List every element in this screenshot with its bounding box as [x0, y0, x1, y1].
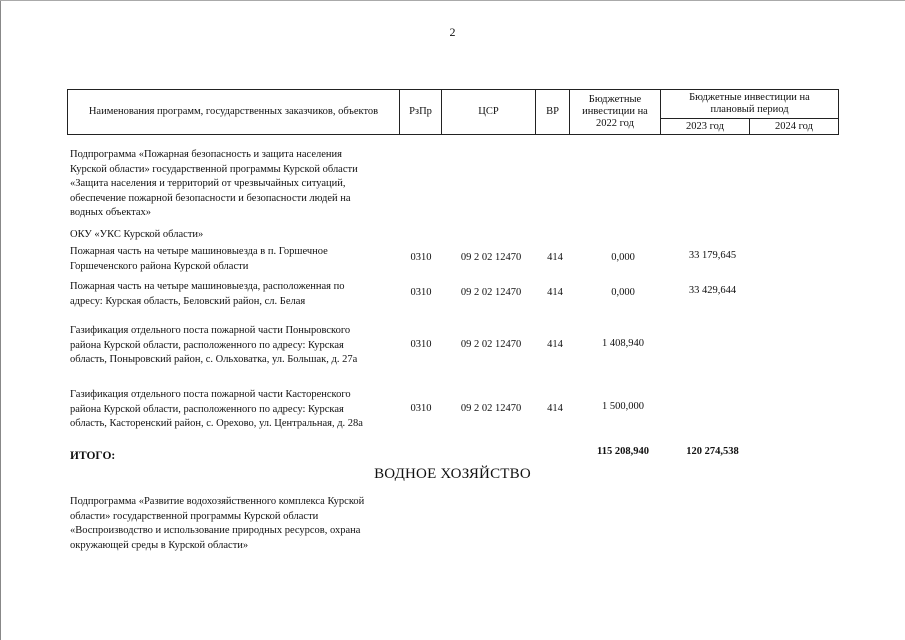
row-rzpr: 0310 [410, 339, 432, 350]
header-planned-period: Бюджетные инвестиции на плановый период [661, 90, 839, 119]
row-csr: 09 2 02 12470 [460, 403, 522, 414]
table-row-name: Газификация отдельного поста пожарной части Касторенского района Курской области, расположенного по адресу: Курская область, Касторенский район, с. Орехово, ул. Центральная, д. 28а [70, 389, 363, 429]
section-title: ВОДНОЕ ХОЗЯЙСТВО [374, 466, 531, 482]
header-invest-2022: Бюджетные инвестиции на 2022 год [570, 90, 661, 135]
table-row-name: Газификация отдельного поста пожарной части Поныровского района Курской области, расположенного по адресу: Курская область, Поныровский район, с. Ольховатка, ул. Большак, д. 27а [70, 325, 358, 365]
total-2023: 120 274,538 [686, 446, 739, 457]
row-csr: 09 2 02 12470 [460, 339, 522, 350]
row-vr: 414 [547, 403, 563, 414]
header-csr: ЦСР [442, 90, 536, 135]
row-2022: 0,000 [611, 252, 635, 263]
scan-left-edge [0, 0, 1, 640]
table-row-name: Пожарная часть на четыре машиновыезда в п. Горшечное Горшеченского района Курской области [70, 246, 328, 272]
row-2022: 1 500,000 [602, 401, 644, 412]
subprogram-fire-safety: Подпрограмма «Пожарная безопасность и защита населения Курской области» государственной программы Курской области «Защита населения и территорий от чрезвычайных ситуаций, обеспечение пожарной безопасности и безопасности людей на водных объектах» [70, 149, 358, 218]
row-2022: 0,000 [611, 287, 635, 298]
row-csr: 09 2 02 12470 [460, 252, 522, 263]
table-header [67, 89, 839, 135]
subprogram-water: Подпрограмма «Развитие водохозяйственного комплекса Курской области» государственной программы Курской области «Воспроизводство и использование природных ресурсов, охрана окружающей среды в Курской области» [70, 496, 365, 551]
row-rzpr: 0310 [410, 287, 432, 298]
header-2023: 2023 год [661, 119, 750, 135]
header-vr: ВР [536, 90, 570, 135]
scan-top-edge [0, 0, 905, 1]
total-label: ИТОГО: [70, 450, 116, 462]
header-name: Наименования программ, государственных заказчиков, объектов [68, 90, 400, 135]
table-row-name: Пожарная часть на четыре машиновыезда, расположенная по адресу: Курская область, Беловский район, сл. Белая [70, 281, 345, 307]
header-rzpr: РзПр [400, 90, 442, 135]
total-2022: 115 208,940 [597, 446, 649, 457]
row-vr: 414 [547, 287, 563, 298]
page-number: 2 [449, 25, 456, 39]
row-csr: 09 2 02 12470 [460, 287, 522, 298]
customer-name: ОКУ «УКС Курской области» [70, 229, 204, 240]
row-vr: 414 [547, 339, 563, 350]
header-2024: 2024 год [750, 119, 839, 135]
row-2022: 1 408,940 [602, 338, 644, 349]
row-rzpr: 0310 [410, 252, 432, 263]
row-2023: 33 429,644 [688, 285, 737, 296]
row-vr: 414 [547, 252, 563, 263]
row-rzpr: 0310 [410, 403, 432, 414]
row-2023: 33 179,645 [688, 250, 737, 261]
